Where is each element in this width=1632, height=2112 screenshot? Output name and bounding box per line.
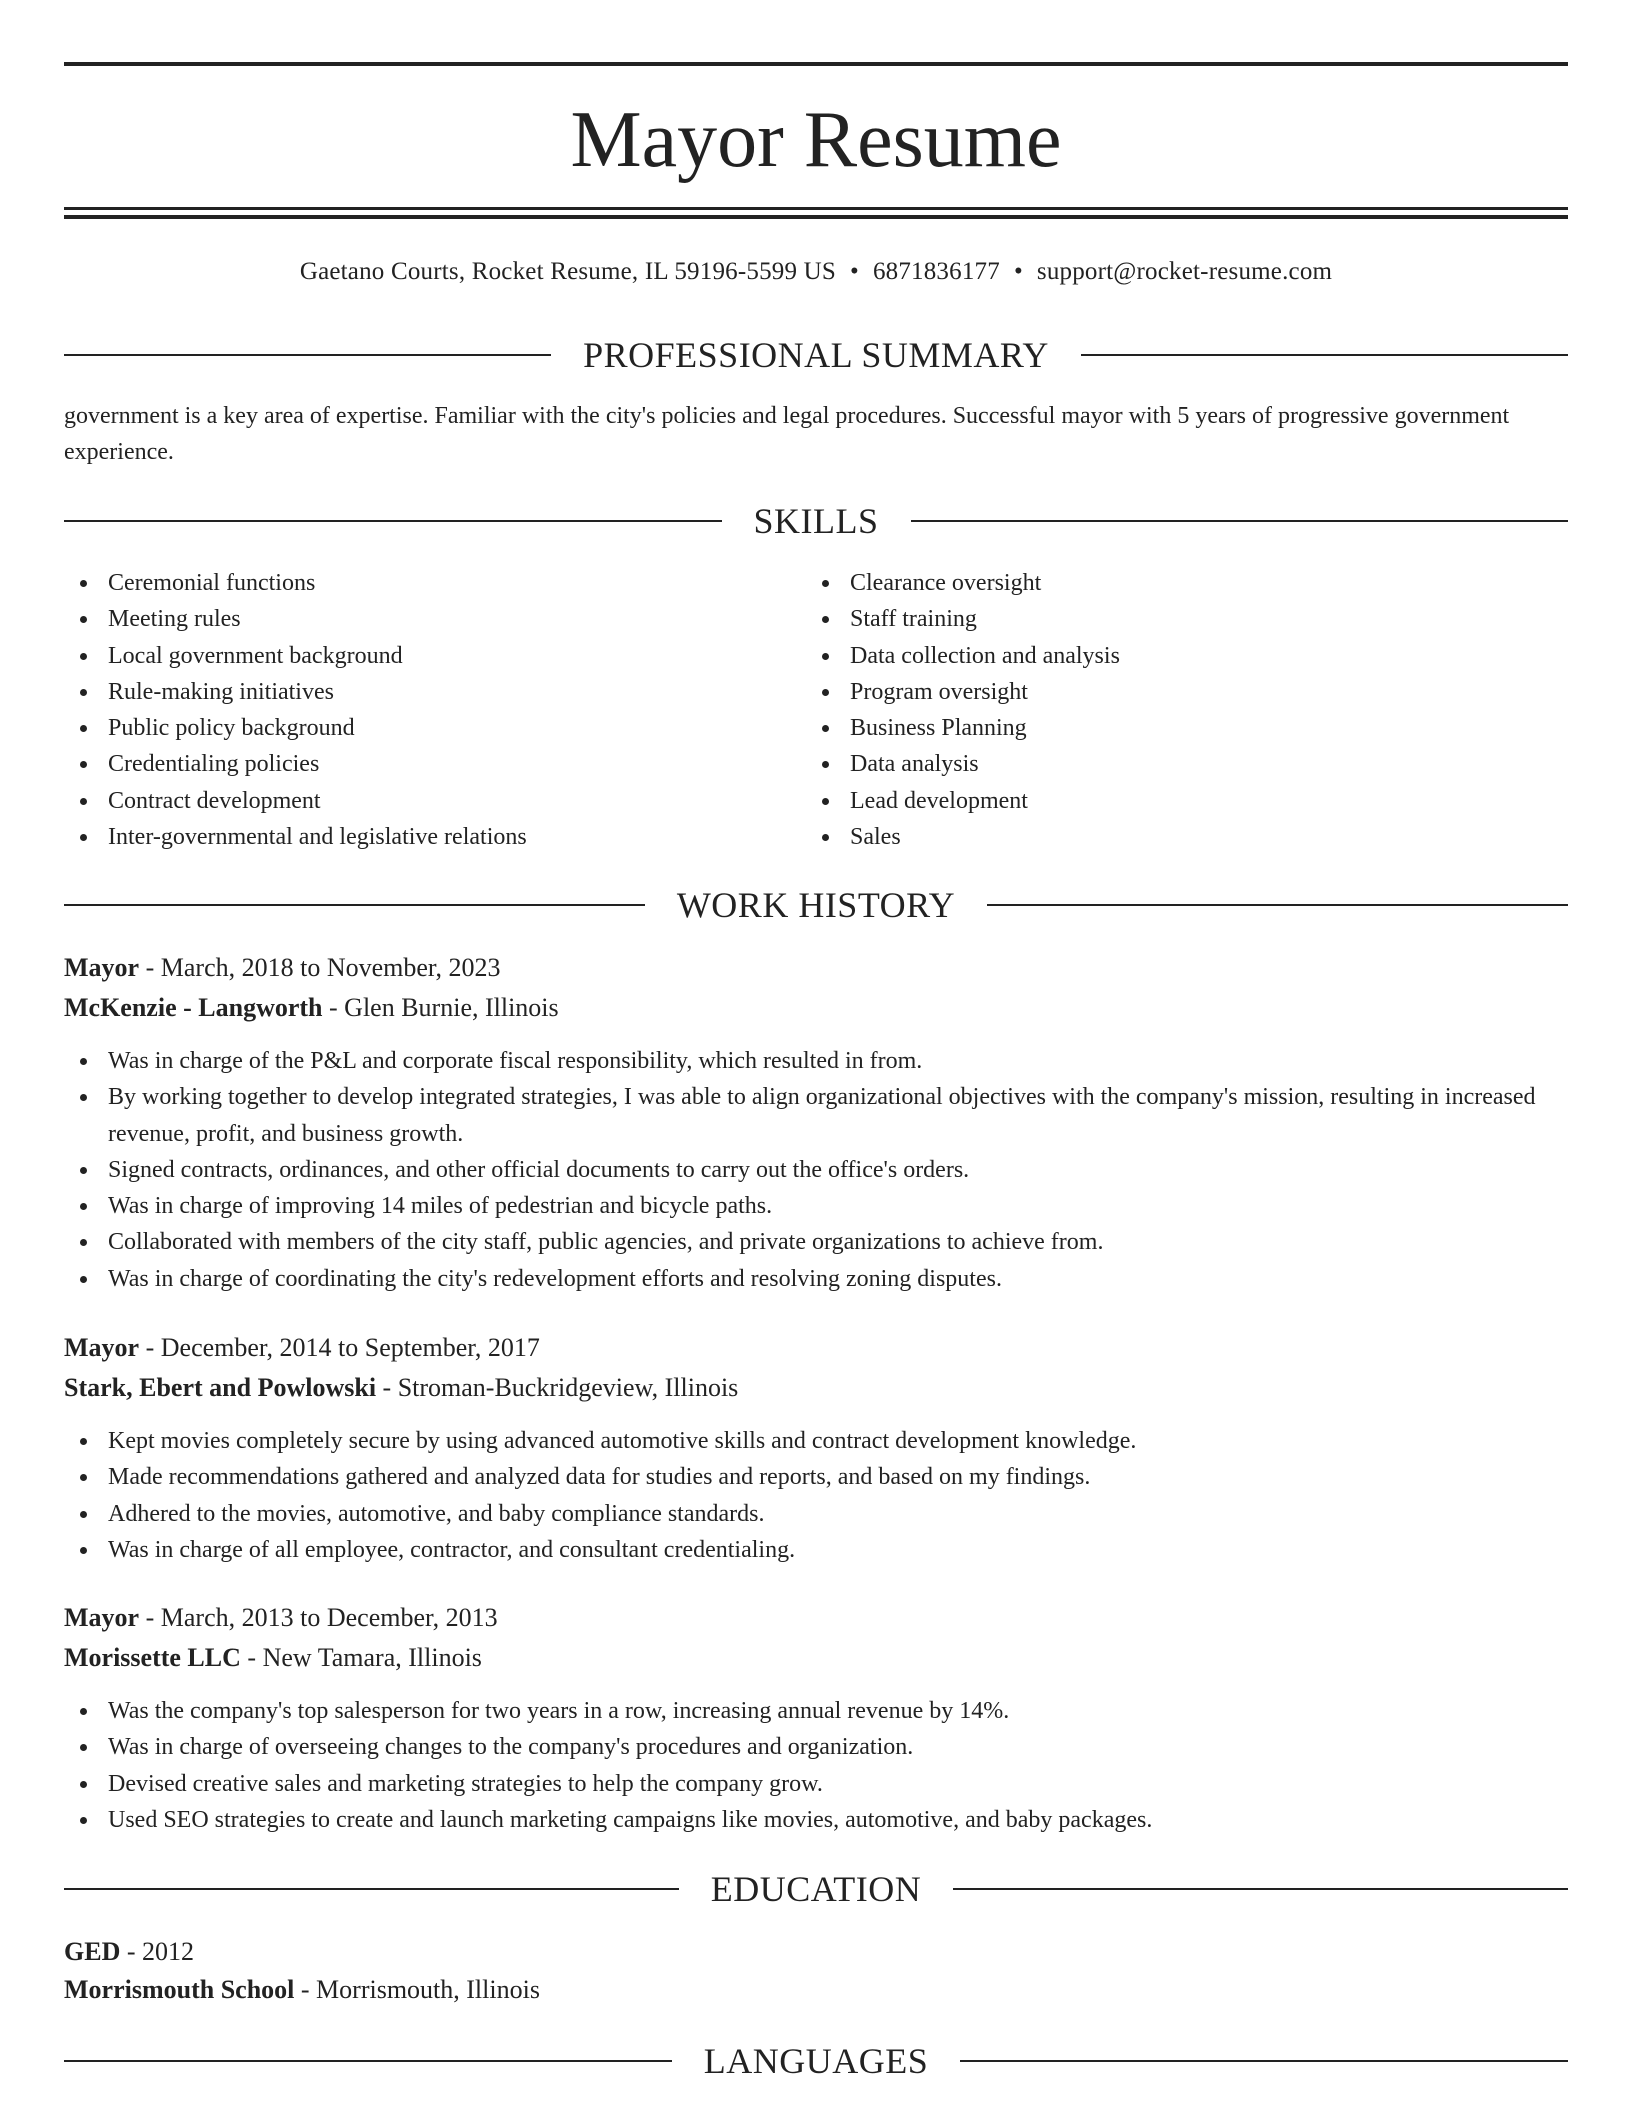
- contact-address: Gaetano Courts, Rocket Resume, IL 59196-5599 US: [299, 258, 836, 285]
- section-header-education: [64, 1864, 1568, 1914]
- skill-item: Data analysis: [806, 746, 1506, 782]
- summary-text: government is a key area of expertise. Familiar with the city's policies and legal procedures. Successful mayor with 5 years of progressive government experience.: [64, 403, 1510, 465]
- job-title: Mayor: [64, 953, 140, 982]
- job-company-line: [64, 988, 1568, 1028]
- skill-item: Meeting rules: [64, 601, 764, 637]
- skill-item: Rule-making initiatives: [64, 674, 764, 710]
- section-header-languages: [64, 2036, 1568, 2086]
- job-bullet: Was in charge of coordinating the city's redevelopment efforts and resolving zoning disputes.: [64, 1261, 1568, 1297]
- job-bullets: [64, 1423, 1568, 1568]
- job-location: - New Tamara, Illinois: [240, 1643, 482, 1672]
- job-bullet: Was the company's top salesperson for two years in a row, increasing annual revenue by 14%.: [64, 1693, 1568, 1729]
- section-rule: [64, 520, 722, 522]
- job-bullet: By working together to develop integrated strategies, I was able to align organizational objectives with the company's mission, resulting in increased revenue, profit, and business growth.: [64, 1079, 1568, 1152]
- section-title-skills: SKILLS: [753, 501, 879, 541]
- job-dates: - March, 2018 to November, 2023: [139, 953, 501, 982]
- skill-item: Contract development: [64, 783, 764, 819]
- job-company-line: [64, 1368, 1568, 1408]
- title-rule-upper: [64, 207, 1568, 210]
- contact-phone: 6871836177: [872, 258, 1000, 285]
- skill-item: Staff training: [806, 601, 1506, 637]
- title-rule-lower: [64, 215, 1568, 219]
- education-school: Morrismouth School: [64, 1975, 295, 2004]
- education-school-line: [64, 1970, 1568, 2010]
- section-title-education: EDUCATION: [710, 1869, 922, 1909]
- job-dates: - March, 2013 to December, 2013: [139, 1603, 498, 1632]
- education-degree: GED: [64, 1937, 121, 1966]
- job-title: Mayor: [64, 1333, 140, 1362]
- job-dates: - December, 2014 to September, 2017: [139, 1333, 540, 1362]
- job-location: - Stroman-Buckridgeview, Illinois: [376, 1373, 739, 1402]
- section-header-skills: [64, 496, 1568, 546]
- section-rule: [64, 2060, 672, 2062]
- section-title-languages: LANGUAGES: [703, 2041, 929, 2081]
- job-title-line: [64, 1328, 1568, 1368]
- job-bullet: Adhered to the movies, automotive, and baby compliance standards.: [64, 1496, 1568, 1532]
- section-rule: [987, 904, 1568, 906]
- section-rule: [64, 1888, 679, 1890]
- job-company: McKenzie - Langworth: [64, 993, 323, 1022]
- section-rule: [911, 520, 1569, 522]
- skill-item: Credentialing policies: [64, 746, 764, 782]
- job-bullet: Kept movies completely secure by using advanced automotive skills and contract development knowledge.: [64, 1423, 1568, 1459]
- skill-item: Program oversight: [806, 674, 1506, 710]
- job-title-line: [64, 1598, 1568, 1638]
- section-title-summary: PROFESSIONAL SUMMARY: [583, 335, 1049, 375]
- skills-list-right: [806, 565, 1506, 855]
- skill-item: Local government background: [64, 638, 764, 674]
- job-bullet: Made recommendations gathered and analyzed data for studies and reports, and based on my findings.: [64, 1459, 1568, 1495]
- job-location: - Glen Burnie, Illinois: [322, 993, 559, 1022]
- education-degree-line: [64, 1932, 1568, 1972]
- contact-separator: •: [849, 258, 859, 285]
- job-bullet: Signed contracts, ordinances, and other official documents to carry out the office's orders.: [64, 1152, 1568, 1188]
- skill-item: Clearance oversight: [806, 565, 1506, 601]
- section-header-work: [64, 880, 1568, 930]
- job-bullet: Devised creative sales and marketing strategies to help the company grow.: [64, 1766, 1568, 1802]
- education-year: - 2012: [120, 1937, 195, 1966]
- resume-title: Mayor Resume: [570, 96, 1062, 184]
- skill-item: Data collection and analysis: [806, 638, 1506, 674]
- job-bullet: Was in charge of improving 14 miles of pedestrian and bicycle paths.: [64, 1188, 1568, 1224]
- job-bullet: Was in charge of overseeing changes to the company's procedures and organization.: [64, 1729, 1568, 1765]
- section-rule: [960, 2060, 1568, 2062]
- section-rule: [64, 904, 645, 906]
- skill-item: Business Planning: [806, 710, 1506, 746]
- job-company: Stark, Ebert and Powlowski: [64, 1373, 377, 1402]
- contact-email: support@rocket-resume.com: [1036, 258, 1333, 285]
- job-bullet: Was in charge of all employee, contractor, and consultant credentialing.: [64, 1532, 1568, 1568]
- skill-item: Ceremonial functions: [64, 565, 764, 601]
- job-bullets: [64, 1693, 1568, 1838]
- job-bullet: Was in charge of the P&L and corporate fiscal responsibility, which resulted in from.: [64, 1043, 1568, 1079]
- contact-separator: •: [1013, 258, 1023, 285]
- job-bullet: Used SEO strategies to create and launch marketing campaigns like movies, automotive, and baby packages.: [64, 1802, 1568, 1838]
- section-title-work: WORK HISTORY: [676, 885, 956, 925]
- skill-item: Lead development: [806, 783, 1506, 819]
- contact-line: [64, 252, 1568, 292]
- education-location: - Morrismouth, Illinois: [294, 1975, 540, 2004]
- section-rule: [1081, 354, 1568, 356]
- skill-item: Public policy background: [64, 710, 764, 746]
- job-title: Mayor: [64, 1603, 140, 1632]
- skill-item: Inter-governmental and legislative relations: [64, 819, 764, 855]
- section-rule: [64, 354, 551, 356]
- job-company: Morissette LLC: [64, 1643, 241, 1672]
- section-header-summary: [64, 330, 1568, 380]
- job-bullets: [64, 1043, 1568, 1297]
- job-company-line: [64, 1638, 1568, 1678]
- job-title-line: [64, 948, 1568, 988]
- skills-list-left: [64, 565, 764, 855]
- top-rule: [64, 62, 1568, 66]
- job-bullet: Collaborated with members of the city staff, public agencies, and private organizations to achieve from.: [64, 1224, 1568, 1260]
- section-rule: [953, 1888, 1568, 1890]
- skill-item: Sales: [806, 819, 1506, 855]
